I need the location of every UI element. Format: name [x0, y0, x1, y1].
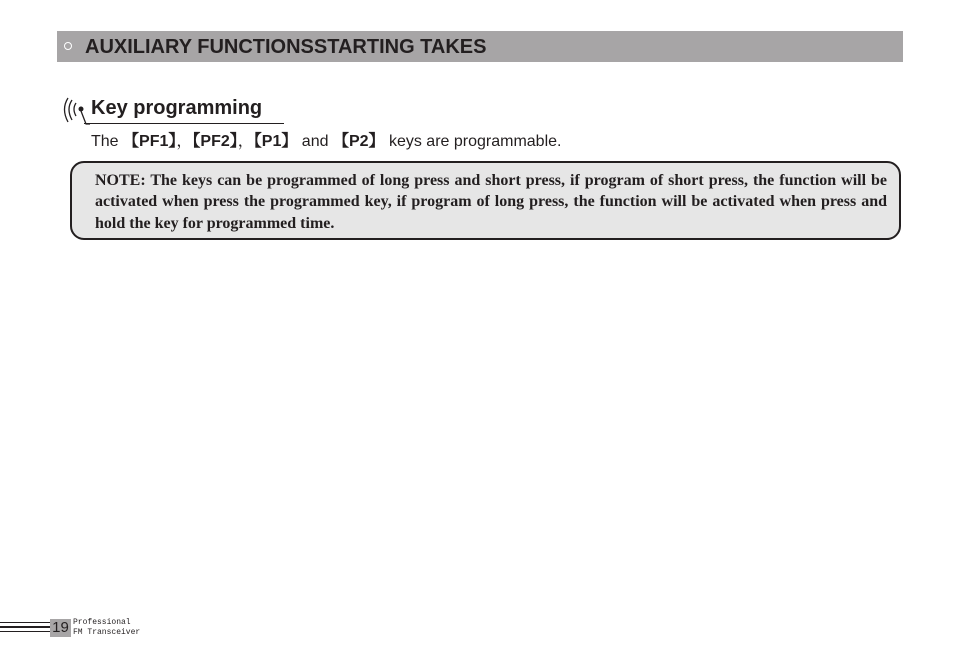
chapter-title: AUXILIARY FUNCTIONSSTARTING TAKES — [85, 36, 487, 58]
footer-brand — [73, 618, 140, 638]
page-number: 19 — [52, 619, 69, 636]
key-pf1-label: 【PF1】 — [123, 133, 177, 150]
footer-rule — [0, 631, 50, 632]
note-text: NOTE: The keys can be programmed of long press and short press, if program of short press, the function will be activated when press the programmed key, if program of long press, the function will be activated when press and hold the key for programmed time. — [95, 172, 887, 232]
section-title: Key programming — [91, 97, 263, 119]
signal-wave-icon — [60, 94, 92, 130]
intro-paragraph — [91, 132, 561, 152]
page-number-box — [50, 619, 71, 637]
footer-brand-line: Professional — [73, 618, 131, 627]
intro-prefix: The — [91, 133, 124, 150]
footer-rule — [0, 626, 50, 628]
intro-suffix: keys are programmable. — [384, 133, 562, 150]
key-pf2-label: 【PF2】 — [192, 133, 238, 150]
key-p1-label: 【P1】 — [253, 133, 298, 150]
key-p2-label: 【P2】 — [332, 133, 385, 150]
separator: ， — [237, 133, 254, 150]
bullet-circle-icon — [64, 42, 72, 50]
footer-brand-line: FM Transceiver — [73, 628, 141, 637]
separator: ， — [176, 133, 193, 150]
note-box — [70, 161, 901, 240]
footer-rule — [0, 622, 50, 623]
intro-and: and — [297, 133, 333, 150]
section-title-underline — [84, 123, 284, 124]
section-header-bar — [57, 31, 903, 62]
